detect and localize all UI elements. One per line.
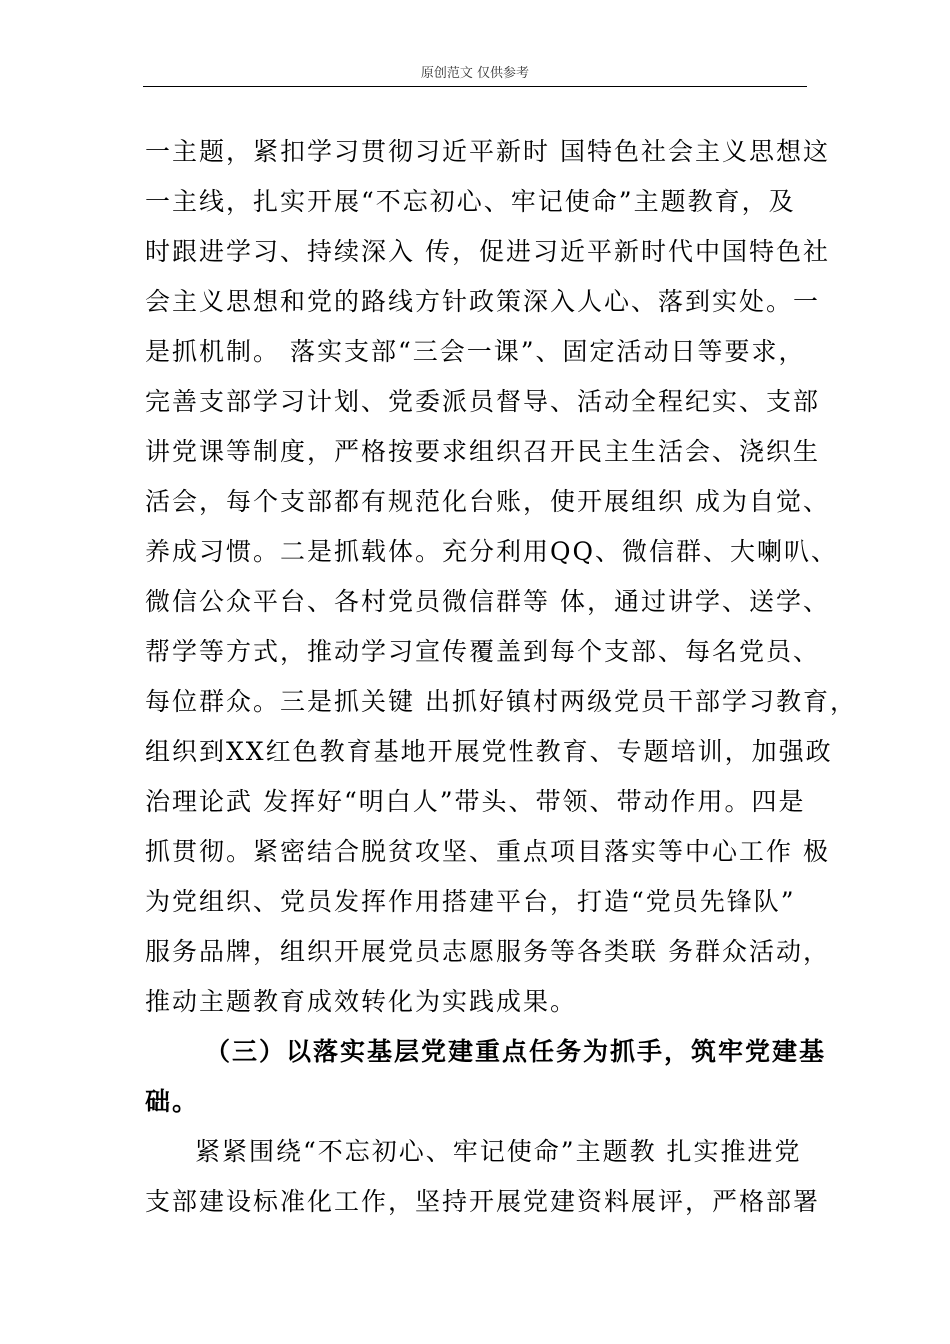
paragraph-line: 紧紧围绕“不忘初心、牢记使命”主题教 扎实推进党 xyxy=(195,1137,802,1166)
body-line: 养成习惯。二是抓载体。充分利用QQ、微信群、大喇叭、 xyxy=(145,537,838,566)
body-line: 组织到XX红色教育基地开展党性教育、专题培训，加强政 xyxy=(145,737,833,766)
body-line: 是抓机制。 落实支部“三会一课”、固定活动日等要求， xyxy=(145,337,806,366)
body-line: 讲党课等制度，严格按要求组织召开民主生活会、浇织生 xyxy=(145,437,821,466)
body-line: 为党组织、党员发挥作用搭建平台，打造“党员先锋队” xyxy=(145,887,796,916)
paragraph-line: 支部建设标准化工作，坚持开展党建资料展评，严格部署 xyxy=(145,1187,821,1216)
body-line: 服务品牌，组织开展党员志愿服务等各类联 务群众活动， xyxy=(145,937,830,966)
body-line: 完善支部学习计划、党委派员督导、活动全程纪实、支部 xyxy=(145,387,821,416)
body-line: 微信公众平台、各村党员微信群等 体，通过讲学、送学、 xyxy=(145,587,830,616)
body-line: 推动主题教育成效转化为实践成果。 xyxy=(145,987,578,1016)
header-divider xyxy=(143,86,807,87)
page-header: 原创范文 仅供参考 xyxy=(420,66,530,81)
body-line: 抓贯彻。紧密结合脱贫攻坚、重点项目落实等中心工作 极 xyxy=(145,837,830,866)
body-line: 一主题，紧扣学习贯彻习近平新时 国特色社会主义思想这 xyxy=(145,137,830,166)
document-body xyxy=(145,127,857,1227)
section-heading: （三）以落实基层党建重点任务为抓手，筑牢党建基 xyxy=(205,1037,827,1066)
body-line: 每位群众。三是抓关键 出抓好镇村两级党员干部学习教育， xyxy=(145,687,857,716)
body-line: 时跟进学习、持续深入 传，促进习近平新时代中国特色社 xyxy=(145,237,830,266)
body-line: 会主义思想和党的路线方针政策深入人心、落到实处。一 xyxy=(145,287,821,316)
body-line: 帮学等方式，推动学习宣传覆盖到每个支部、每名党员、 xyxy=(145,637,821,666)
body-line: 治理论武 发挥好“明白人”带头、带领、带动作用。四是 xyxy=(145,787,806,816)
body-line: 一主线，扎实开展“不忘初心、牢记使命”主题教育，及 xyxy=(145,187,796,216)
body-line: 活会，每个支部都有规范化台账，使开展组织 成为自觉、 xyxy=(145,487,830,516)
section-heading-continued: 础。 xyxy=(145,1087,200,1116)
